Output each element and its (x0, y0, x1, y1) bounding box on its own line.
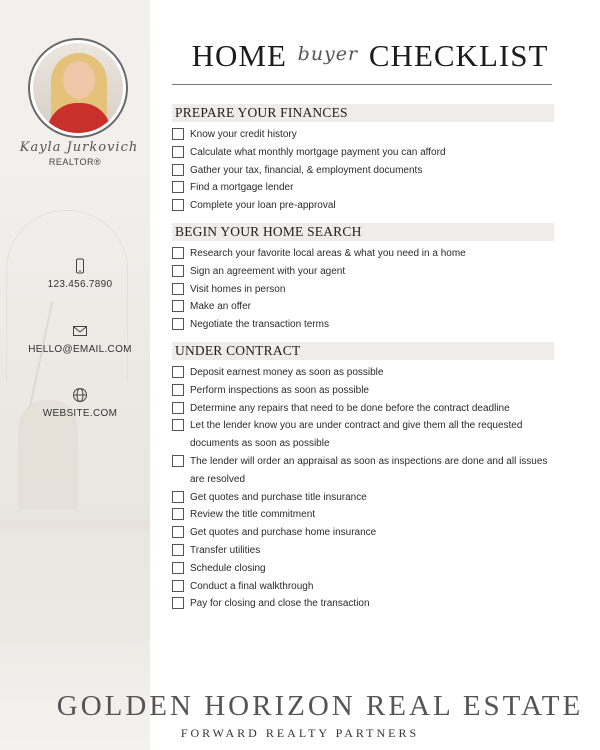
checkbox[interactable] (172, 265, 184, 277)
section-home-search (172, 223, 554, 334)
title-divider (172, 84, 552, 85)
checkbox[interactable] (172, 580, 184, 592)
checklist-item (172, 179, 554, 197)
section-prepare-finances (172, 104, 554, 215)
checklist-item (172, 364, 554, 382)
agent-designation: REALTOR® (48, 157, 102, 167)
contact-website[interactable] (0, 387, 160, 419)
checkbox[interactable] (172, 508, 184, 520)
email-address: HELLO@EMAIL.COM (28, 344, 132, 355)
item-label: Make an offer (190, 301, 251, 313)
phone-icon (72, 258, 88, 274)
item-label: Schedule closing (190, 562, 266, 574)
decor-shelf (0, 520, 150, 530)
section-heading: PREPARE YOUR FINANCES (172, 104, 554, 122)
item-label: Let the lender know you are under contract and give them all the requested documents as soon as possible (190, 420, 523, 450)
item-label: Deposit earnest money as soon as possible (190, 367, 384, 378)
item-label: Research your favorite local areas & what you need in a home (190, 248, 466, 259)
checkbox[interactable] (172, 146, 184, 158)
title-script-buyer: buyer (297, 43, 359, 65)
checklist-item (172, 263, 554, 281)
item-label: Get quotes and purchase home insurance (190, 527, 377, 539)
checkbox[interactable] (172, 491, 184, 503)
checkbox[interactable] (172, 283, 184, 295)
phone-number: 123.456.7890 (47, 279, 113, 290)
checkbox[interactable] (172, 562, 184, 574)
envelope-icon (72, 323, 88, 339)
item-label: Visit homes in person (190, 283, 286, 295)
decor-arch (6, 210, 128, 381)
checklist-item (172, 453, 554, 489)
checklist-item (172, 417, 554, 453)
checklist-item (172, 197, 554, 215)
checklist-item (172, 382, 554, 400)
checkbox[interactable] (172, 366, 184, 378)
item-label: Negotiate the transaction terms (190, 319, 329, 331)
item-label: Know your credit history (190, 129, 297, 140)
checklist-item (172, 144, 554, 162)
checklist-item (172, 506, 554, 524)
agent-avatar (28, 38, 128, 138)
checkbox[interactable] (172, 128, 184, 140)
item-label: Find a mortgage lender (190, 182, 294, 194)
item-label: Calculate what monthly mortgage payment you can afford (190, 146, 446, 158)
checklist-item (172, 126, 554, 144)
item-label: Perform inspections as soon as possible (190, 384, 369, 396)
item-label: Get quotes and purchase title insurance (190, 491, 367, 503)
checklist-item (172, 400, 554, 418)
contact-email[interactable] (0, 323, 160, 355)
checkbox[interactable] (172, 597, 184, 609)
checklist-item (172, 162, 554, 180)
section-heading: BEGIN YOUR HOME SEARCH (172, 223, 554, 241)
item-label: The lender will order an appraisal as soon as inspections are done and all issues are resolved (190, 455, 548, 485)
title-part-home: HOME (191, 38, 287, 73)
checkbox[interactable] (172, 419, 184, 431)
item-label: Determine any repairs that need to be done before the contract deadline (190, 402, 510, 414)
checklist-item (172, 316, 554, 334)
checkbox[interactable] (172, 384, 184, 396)
checklist-item (172, 245, 554, 263)
globe-icon (72, 387, 88, 403)
item-label: Sign an agreement with your agent (190, 265, 346, 277)
checkbox[interactable] (172, 402, 184, 414)
checkbox[interactable] (172, 247, 184, 259)
page-title (170, 38, 570, 74)
company-tagline: FORWARD REALTY PARTNERS (180, 726, 420, 740)
checkbox[interactable] (172, 455, 184, 467)
item-label: Conduct a final walkthrough (190, 580, 314, 592)
website-url: WEBSITE.COM (42, 408, 118, 419)
item-label: Pay for closing and close the transaction (190, 598, 370, 610)
checkbox[interactable] (172, 199, 184, 211)
item-label: Complete your loan pre-approval (190, 200, 336, 212)
title-part-checklist: CHECKLIST (368, 38, 549, 73)
checkbox[interactable] (172, 300, 184, 312)
agent-photo (33, 43, 123, 133)
checklist-item (172, 560, 554, 578)
contact-phone[interactable] (0, 258, 160, 290)
item-label: Review the title commitment (190, 509, 316, 521)
checkbox[interactable] (172, 318, 184, 330)
checklist-item (172, 298, 554, 316)
checkbox[interactable] (172, 164, 184, 176)
item-label: Gather your tax, financial, & employment documents (190, 164, 423, 176)
item-label: Transfer utilities (190, 544, 261, 556)
checklist-item (172, 595, 554, 613)
agent-signature: Kayla Jurkovich (19, 140, 139, 155)
checklist-item (172, 281, 554, 299)
checklist-item (172, 542, 554, 560)
section-under-contract (172, 342, 554, 613)
section-heading: UNDER CONTRACT (172, 342, 554, 360)
checkbox[interactable] (172, 526, 184, 538)
checklist-item (172, 524, 554, 542)
checkbox[interactable] (172, 544, 184, 556)
checkbox[interactable] (172, 181, 184, 193)
checklist-item (172, 489, 554, 507)
company-name: GOLDEN HORIZON REAL ESTATE (56, 690, 584, 722)
checklist-item (172, 578, 554, 596)
